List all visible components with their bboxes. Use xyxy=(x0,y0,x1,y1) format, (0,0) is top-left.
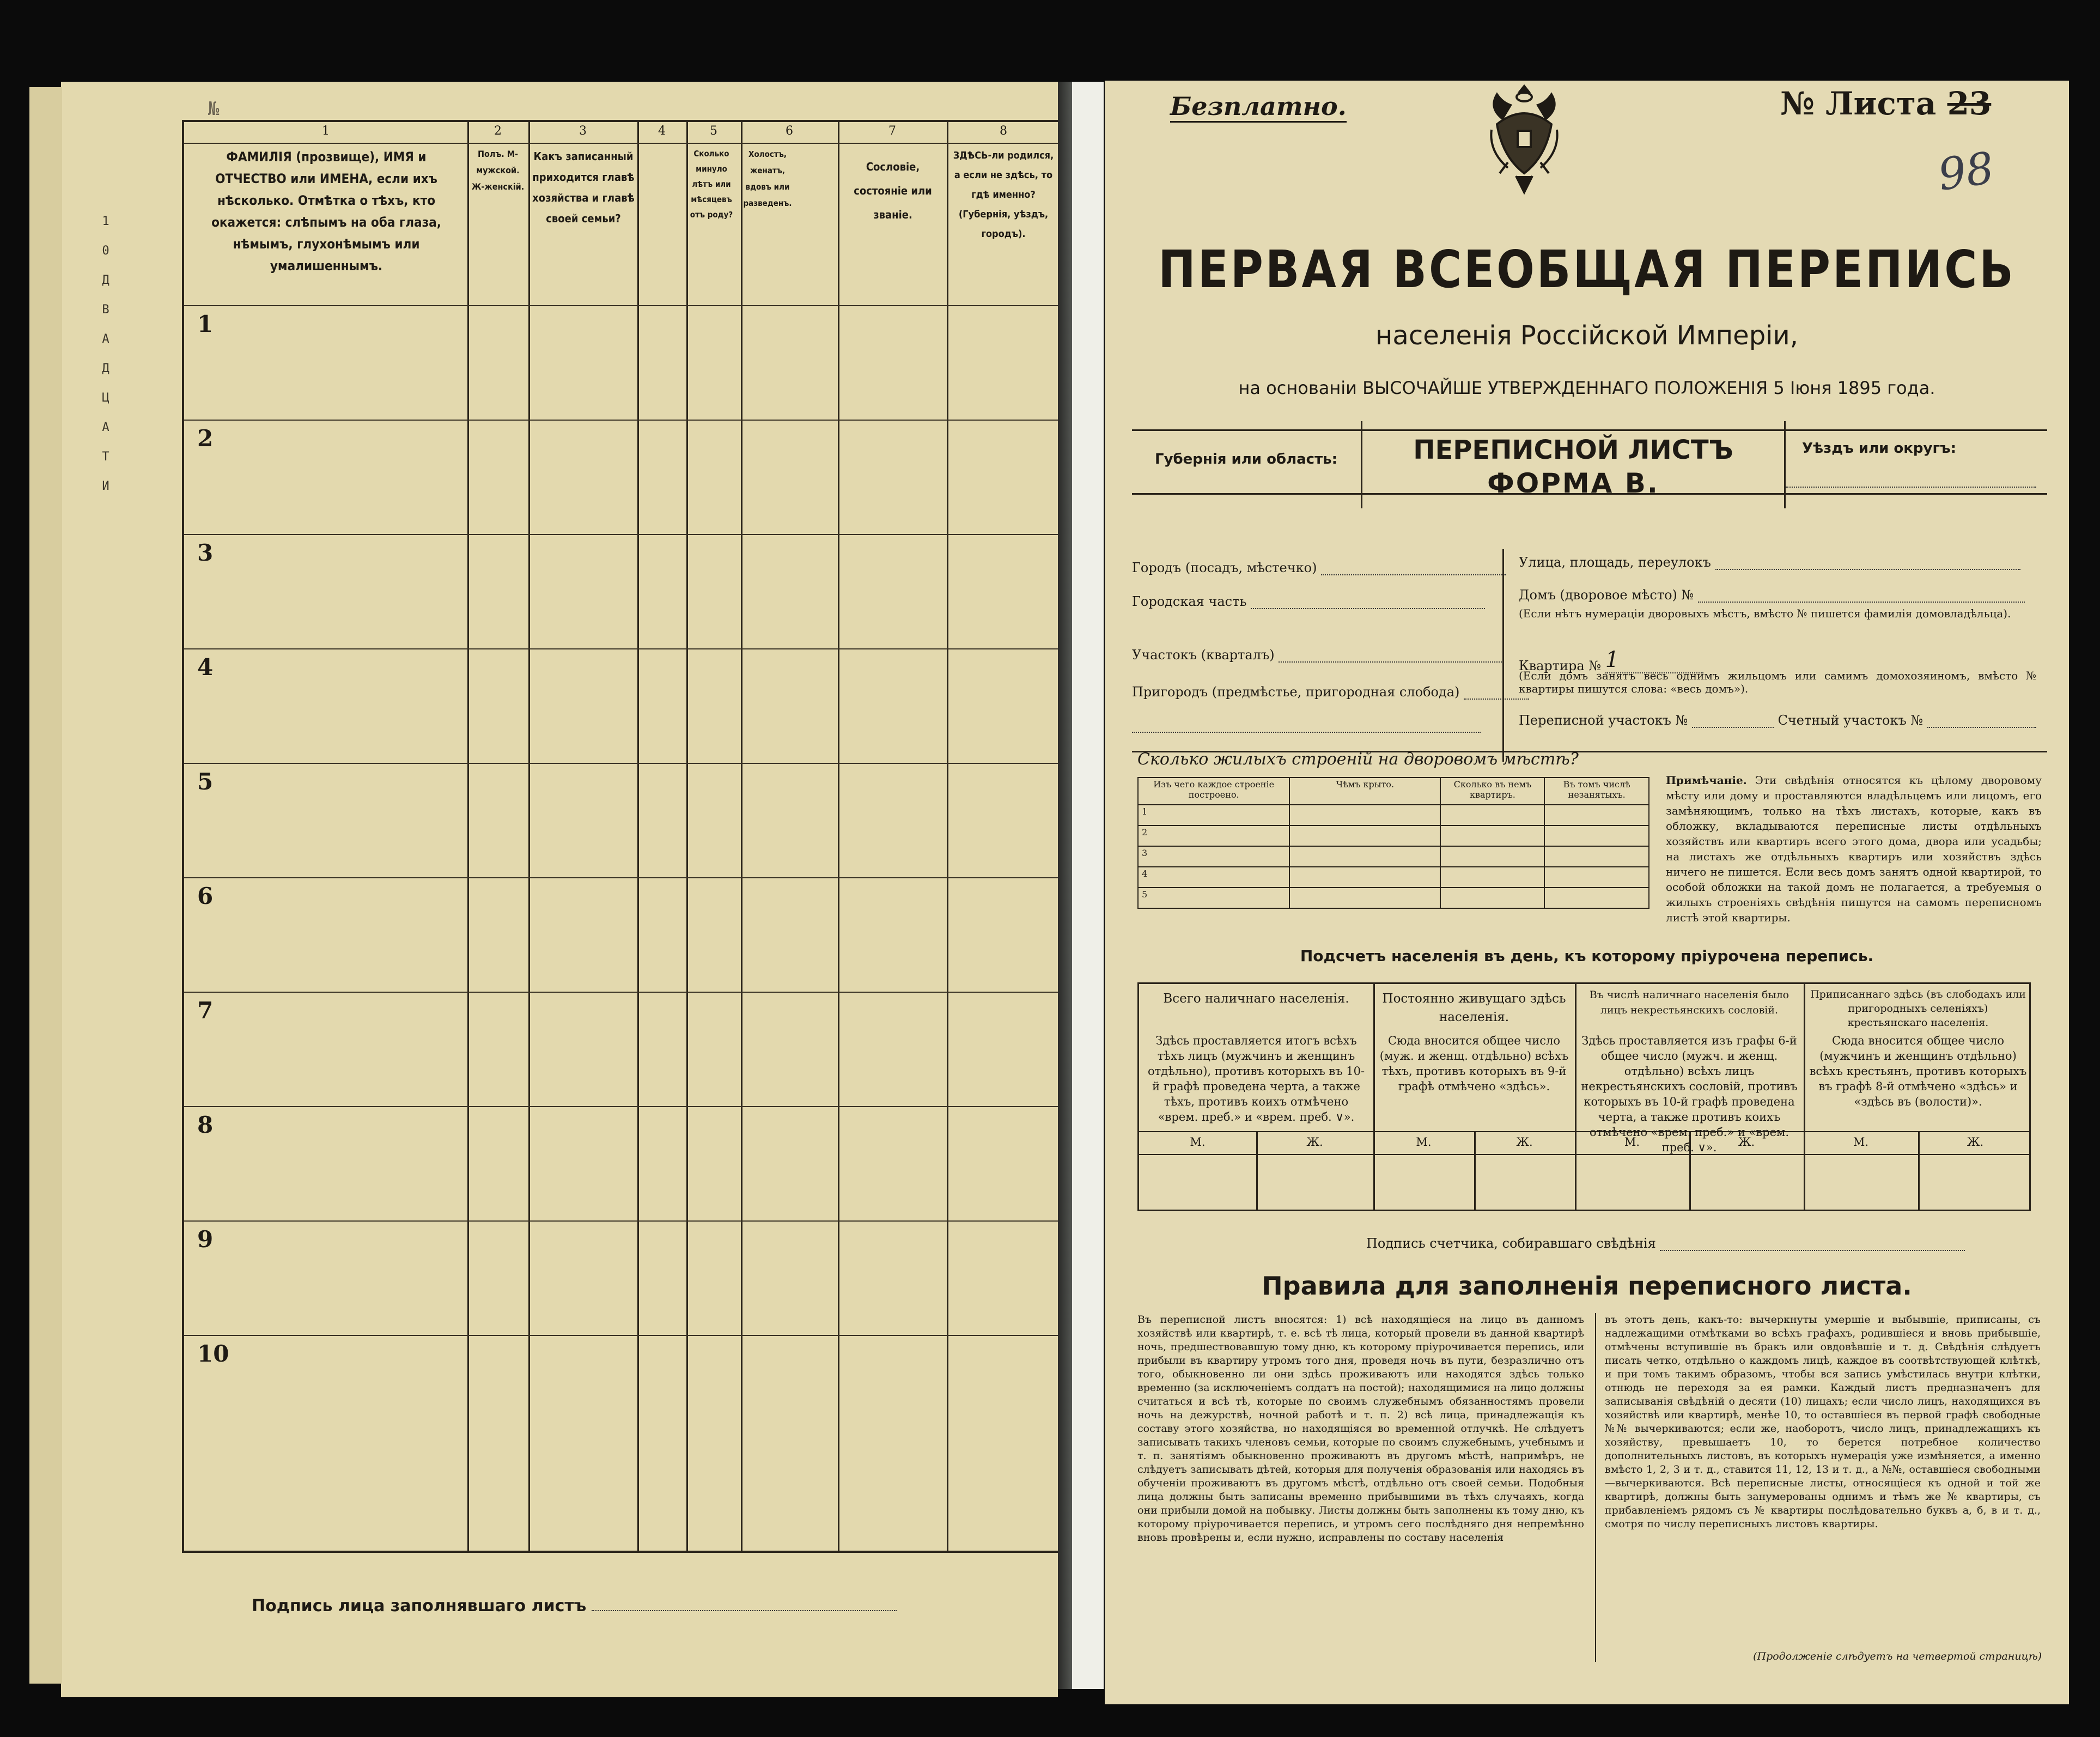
buildings-row-number: 2 xyxy=(1138,825,1289,846)
row-number: 5 xyxy=(197,768,214,795)
house-field xyxy=(1519,587,2025,603)
buildings-header: Изъ чего каждое строеніе построено. xyxy=(1138,778,1289,805)
count-header: Въ числѣ наличнаго населенія было лицъ некрестьянскихъ сословій. xyxy=(1589,989,1789,1016)
column-number: 5 xyxy=(710,124,717,138)
male-label: М. xyxy=(1624,1135,1640,1149)
row-divider xyxy=(184,1106,1058,1107)
side-char: И xyxy=(102,479,109,493)
count-header: Всего наличнаго населенія. xyxy=(1163,992,1349,1006)
side-char: Д xyxy=(102,362,109,375)
enumerator-signature-label: Подпись счетчика, собиравшаго свѣдѣнія xyxy=(1366,1236,1656,1251)
row-divider xyxy=(184,1220,1058,1222)
row-divider xyxy=(184,534,1058,535)
header-birthplace: ЗДѢСЬ-ли родился, а если не здѣсь, то гдѣ именно? (Губернія, уѣздъ, городъ). xyxy=(953,150,1054,240)
form-letter: ФОРМА В. xyxy=(1487,467,1659,499)
column-number: 7 xyxy=(888,124,896,138)
district-label: Уѣздъ или округъ: xyxy=(1802,440,1956,457)
column-number: 6 xyxy=(786,124,793,138)
count-description: Здѣсь проставляется итогъ всѣхъ тѣхъ лицъ (мужчинъ и женщинъ отдѣльно), противъ которыхъ въ 10-й графѣ проведена черта, а также тѣхъ, противъ коихъ отмѣчено «врем. преб.» и «врем. преб. ∨». xyxy=(1147,1034,1365,1123)
signature-label: Подпись лица заполнявшаго листъ xyxy=(252,1596,587,1615)
row-number: 8 xyxy=(197,1112,214,1138)
house-note: (Если нѣтъ нумераціи дворовыхъ мѣстъ, вмѣсто № пишется фамилія домовладѣльца). xyxy=(1519,607,2011,620)
row-number: 3 xyxy=(197,539,214,566)
count-title: Подсчетъ населенія въ день, къ которому пріурочена перепись. xyxy=(1300,947,1874,965)
page-edge xyxy=(29,87,62,1684)
house-label: Домъ (дворовое мѣсто) № xyxy=(1519,587,1694,603)
side-char: 1 xyxy=(102,215,109,228)
count-description: Сюда вносится общее число (муж. и женщ. отдѣльно) всѣхъ тѣхъ, противъ которыхъ въ 9-й графѣ отмѣчено «здѣсь». xyxy=(1379,1034,1569,1093)
count-header: Приписаннаго здѣсь (въ слободахъ или пригородныхъ селеніяхъ) крестьянскаго населенія. xyxy=(1810,988,2026,1029)
male-label: М. xyxy=(1416,1135,1432,1149)
count-table xyxy=(1137,982,2031,1211)
row-number: 4 xyxy=(197,654,214,681)
form-title: ПЕРЕПИСНОЙ ЛИСТЪ xyxy=(1413,435,1733,465)
column-divider xyxy=(528,122,530,1551)
sheet-label: № Листа xyxy=(1780,85,1937,122)
row-number: 7 xyxy=(197,997,214,1024)
buildings-table xyxy=(1137,777,1649,909)
count-description: Сюда вносится общее число (мужчинъ и женщинъ отдѣльно) всѣхъ крестьянъ, противъ которыхъ въ графѣ 8-й отмѣчено «здѣсь» и «здѣсь въ (волости)». xyxy=(1809,1034,2027,1108)
signature-field xyxy=(252,1596,897,1615)
note-title: Примѣчаніе. xyxy=(1666,774,1747,787)
buildings-note xyxy=(1666,773,2042,925)
province-label: Губернія или область: xyxy=(1155,451,1337,467)
side-char: В xyxy=(102,303,109,317)
sheet-number-value: 23 xyxy=(1947,85,1992,122)
note-text: Эти свѣдѣнія относятся къ цѣлому дворовому мѣсту или дому и проставляются владѣльцемъ или лицомъ, его замѣняющимъ, только на тѣхъ листахъ, которые, какъ въ обложку, вкладываются переписные листы отдѣльныхъ хозяйствъ или квартиръ всего этого дома, двора или усадьбы; на листахъ же отдѣльныхъ квартиръ или хозяйствъ здѣсь ничего не пишется. Если весь домъ занятъ одной квартирой, то особой обложки на такой домъ не полагается, а требуемыя о жилыхъ строеніяхъ свѣдѣнія пишутся на самомъ переписномъ листѣ этой квартиры. xyxy=(1666,774,2042,924)
row-number: 1 xyxy=(197,311,214,337)
row-number: 2 xyxy=(197,425,214,452)
header-estate: Сословіе, состояніе или званіе. xyxy=(854,160,932,221)
rules-title: Правила для заполненія переписного листа. xyxy=(1262,1271,1912,1301)
street-field xyxy=(1519,555,2020,570)
buildings-question: Сколько жилыхъ строеній на дворовомъ мѣстѣ? xyxy=(1137,750,1579,769)
address-divider xyxy=(1502,549,1504,762)
male-label: М. xyxy=(1853,1135,1869,1149)
rules-left-column: Въ переписной листъ вносятся: 1) всѣ находящіеся на лицо въ данномъ хозяйствѣ или квартирѣ, т. е. всѣ тѣ лица, который провели въ данной квартирѣ ночь, предшествовавшую тому дню, къ которому пріурочивается перепись, или прибыли въ квартиру утромъ того дня, проведя ночь въ пути, безразлично отъ того, обыкновенно ли они здѣсь проживаютъ или находятся здѣсь только временно (за исключеніемъ солдатъ на постой); находящимися на лицо должны считаться и всѣ тѣ, которые по своимъ служебнымъ обязанностямъ провели ночь на дежурствѣ, ночной работѣ и т. п. 2) всѣ лица, принадлежащія къ составу этого хозяйства, но находящіяся во временной отлучкѣ. Не слѣдуетъ записывать такихъ членовъ семьи, которые по своимъ служебнымъ, учебнымъ и т. п. занятіямъ обыкновенно проживаютъ въ другомъ мѣстѣ, напримѣръ, не слѣдуетъ записывать дѣтей, которыя для полученія образованія или находясь въ обученіи проживаютъ въ другомъ мѣстѣ, отдѣльно отъ своей семьи. Подобныя лица должны быть записаны временно прибывшими въ тѣхъ случаяхъ, когда они прибыли домой на побывку. Листы должны быть заполнены къ тому дню, къ которому пріурочивается перепись, и утромъ сего послѣдняго дня непремѣнно вновь провѣрены и, если нужно, исправлены по составу населенія xyxy=(1137,1314,1584,1544)
apartment-value: 1 xyxy=(1605,647,1703,673)
column-number: 1 xyxy=(322,124,330,138)
header-name: ФАМИЛІЯ (прозвище), ИМЯ и ОТЧЕСТВО или ИМЕНА, если ихъ нѣсколько. Отмѣтка о тѣхъ, кто окажется: слѣпымъ на оба глаза, нѣмымъ, глухонѣмымъ или умалишеннымъ. xyxy=(211,149,441,274)
side-char: Т xyxy=(102,450,109,464)
count-header: Постоянно живущаго здѣсь населенія. xyxy=(1382,992,1566,1024)
side-char: А xyxy=(102,332,109,346)
rules-continued: (Продолженіе слѣдуетъ на четвертой страницѣ) xyxy=(1753,1650,2042,1662)
handwritten-number: 98 xyxy=(1935,142,1997,201)
male-label: М. xyxy=(1190,1135,1206,1149)
buildings-row-number: 4 xyxy=(1138,867,1289,888)
buildings-header: Сколько въ немъ квартиръ. xyxy=(1440,778,1544,805)
buildings-row-number: 5 xyxy=(1138,888,1289,908)
header-divider xyxy=(184,143,1058,144)
binding-strip xyxy=(1072,82,1104,1689)
female-label: Ж. xyxy=(1516,1135,1533,1149)
city-part-label: Городская часть xyxy=(1132,594,1247,609)
free-label: Безплатно. xyxy=(1170,92,1347,123)
double-headed-eagle-icon xyxy=(1486,81,1562,228)
decree-line: на основаніи ВЫСОЧАЙШЕ УТВЕРЖДЕННАГО ПОЛОЖЕНІЯ 5 Іюня 1895 года. xyxy=(1238,378,1935,398)
page-title: ПЕРВАЯ ВСЕОБЩАЯ ПЕРЕПИСЬ xyxy=(1158,240,2016,300)
header-sex: Полъ. М-мужской. Ж-женскій. xyxy=(471,149,525,192)
top-stamp: № xyxy=(208,98,220,120)
buildings-row-number: 3 xyxy=(1138,846,1289,867)
column-divider xyxy=(686,122,688,1551)
left-page xyxy=(61,82,1058,1697)
header-relation: Какъ записанный приходится главѣ хозяйства и главѣ своей семьи? xyxy=(532,150,635,225)
suburb-label: Пригородъ (предмѣстье, пригородная слобода) xyxy=(1132,684,1460,700)
census-table xyxy=(182,120,1060,1553)
column-number: 3 xyxy=(579,124,587,138)
suburb-line xyxy=(1132,732,1481,733)
page-subtitle: населенія Россійской Имперіи, xyxy=(1375,320,1798,351)
quarter-field xyxy=(1132,647,1502,663)
row-divider xyxy=(184,420,1058,421)
rules-divider xyxy=(1595,1313,1596,1662)
female-label: Ж. xyxy=(1967,1135,1984,1149)
column-divider xyxy=(947,122,948,1551)
count-description: Здѣсь проставляется изъ графы 6-й общее число (мужч. и женщ. отдѣльно) всѣхъ лицъ некрестьянскихъ сословій, противъ которыхъ въ 10-й графѣ проведена черта, а также противъ коихъ отмѣчено «врем. преб.» и «врем. преб. ∨». xyxy=(1581,1034,1798,1154)
row-divider xyxy=(184,877,1058,878)
row-number: 9 xyxy=(197,1226,214,1253)
buildings-row-number: 1 xyxy=(1138,805,1289,825)
apartment-note: (Если домъ занятъ весь однимъ жильцомъ или самимъ домохозяиномъ, вмѣсто № квартиры пишутся слова: «весь домъ»). xyxy=(1519,669,2036,695)
row-divider xyxy=(184,1335,1058,1336)
signature-line xyxy=(592,1610,897,1611)
side-char: Ц xyxy=(102,391,109,405)
census-area-label: Переписной участокъ № xyxy=(1519,713,1688,728)
quarter-label: Участокъ (кварталъ) xyxy=(1132,647,1275,663)
header-marital: Холостъ, женатъ, вдовъ или разведенъ. xyxy=(743,149,792,208)
row-divider xyxy=(184,763,1058,764)
enumerator-signature-field xyxy=(1366,1236,1965,1251)
buildings-header: Въ томъ числѣ незанятыхъ. xyxy=(1544,778,1649,805)
side-char: Д xyxy=(102,274,109,287)
city-part-field xyxy=(1132,594,1485,609)
row-divider xyxy=(184,992,1058,993)
female-label: Ж. xyxy=(1306,1135,1323,1149)
header-age: Сколько минуло лѣтъ или мѣсяцевъ отъ роду? xyxy=(690,149,733,220)
column-divider xyxy=(741,122,742,1551)
row-number: 6 xyxy=(197,883,214,909)
census-area-field xyxy=(1519,713,2036,728)
side-char: А xyxy=(102,421,109,434)
row-number: 10 xyxy=(197,1340,229,1367)
row-divider xyxy=(184,648,1058,649)
rules-right-column: въ этотъ день, какъ-то: вычеркнуты умершіе и выбывшіе, приписаны, съ надлежащими отмѣтками во всѣхъ графахъ, родившіеся и вновь прибывшіе, отмѣчены вступившіе въ бракъ или овдовѣвшіе и т. д. Свѣдѣнія слѣдуетъ писать четко, отдѣльно о каждомъ лицѣ, каждое въ соотвѣтствующей клѣткѣ, и при томъ такимъ образомъ, чтобы вся запись умѣстилась внутри клѣтки, отнюдь не переходя за ея рамки. Каждый листъ предназначенъ для записыванія свѣдѣній о десяти (10) лицахъ; если число лицъ, находящихся въ хозяйствѣ или квартирѣ, менѣе 10, то оставшіеся въ первой графѣ свободные №№ вычеркиваются; если же, наоборотъ, число лицъ, принадлежащихъ къ хозяйству, превышаетъ 10, то берется потребное количество дополнительныхъ листовъ, въ которыхъ нумерація уже измѣняется, а именно вмѣсто 1, 2, 3 и т. д., ставится 11, 12, 13 и т. д., а №№, оставшіеся свободными—вычеркиваются. Всѣ переписные листы, относящіеся къ одной и той же квартирѣ, должны быть занумерованы однимъ и тѣмъ же № квартиры, съ прибавленіемъ рядомъ съ № квартиры послѣдовательно буквъ а, б, в и т. д., смотря по числу переписныхъ листовъ квартиры. xyxy=(1605,1314,2041,1530)
buildings-header: Чѣмъ крыто. xyxy=(1289,778,1440,805)
town-label: Городъ (посадъ, мѣстечко) xyxy=(1132,560,1317,575)
column-divider xyxy=(467,122,469,1551)
right-page xyxy=(1105,81,2069,1704)
column-divider xyxy=(838,122,839,1551)
female-label: Ж. xyxy=(1738,1135,1755,1149)
apartment-label: Квартира № xyxy=(1519,658,1602,673)
column-number: 2 xyxy=(494,124,502,138)
suburb-field xyxy=(1132,684,1529,700)
header-divider xyxy=(184,305,1058,306)
sheet-number xyxy=(1780,85,1991,122)
side-char: 0 xyxy=(102,244,109,258)
counting-area-label: Счетный участокъ № xyxy=(1778,713,1924,728)
street-label: Улица, площадь, переулокъ xyxy=(1519,555,1711,570)
side-text xyxy=(95,207,117,501)
column-divider xyxy=(637,122,639,1551)
column-number: 8 xyxy=(1000,124,1007,138)
district-line xyxy=(1786,487,2036,488)
column-number: 4 xyxy=(658,124,666,138)
town-field xyxy=(1132,560,1506,575)
